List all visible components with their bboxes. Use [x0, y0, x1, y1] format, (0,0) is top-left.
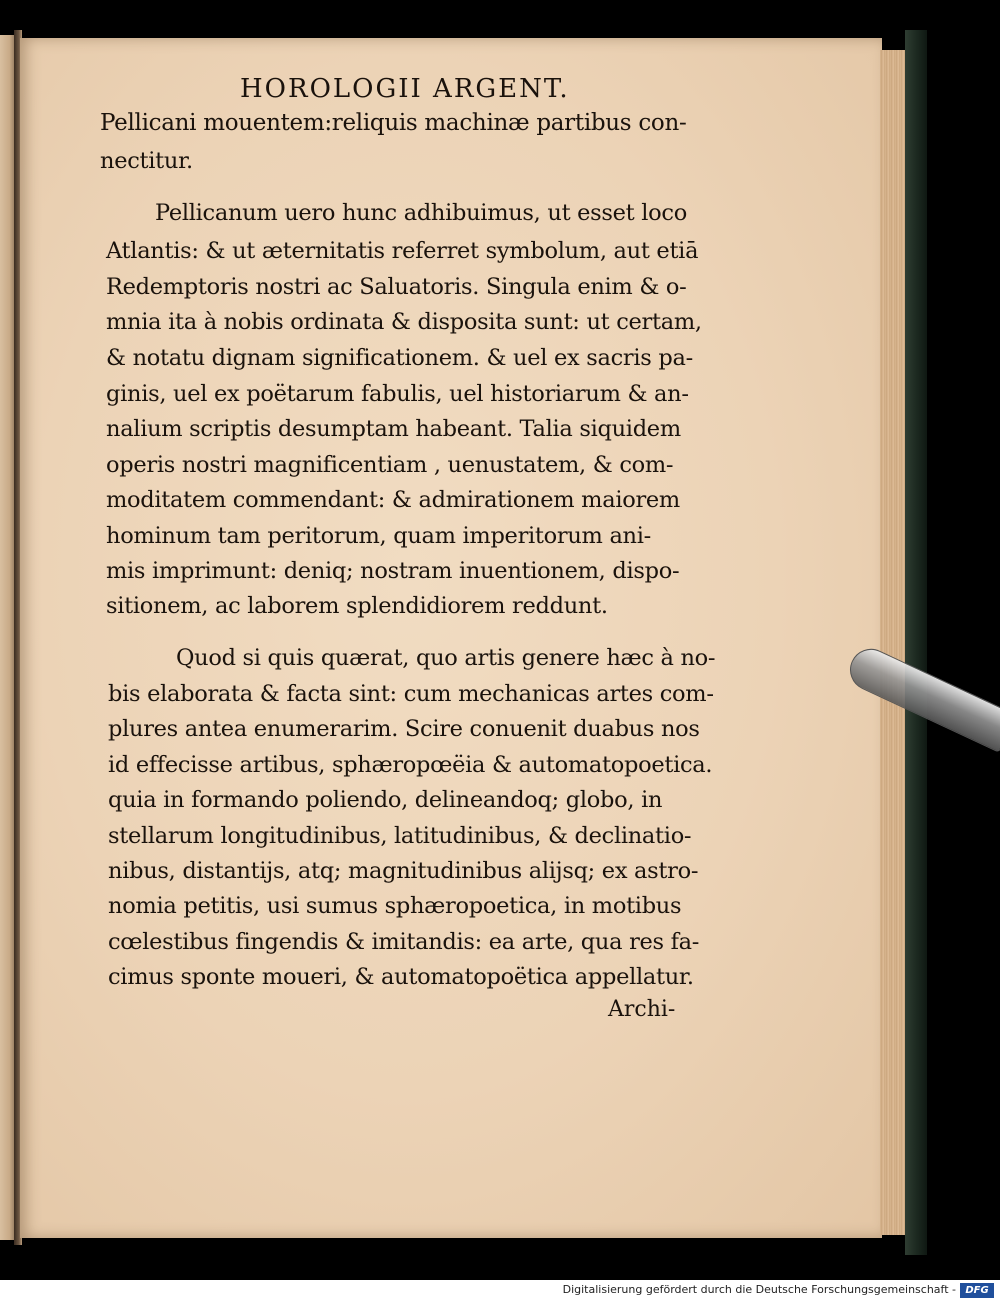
- text-line: Pellicanum uero hunc adhibuimus, ut esset loco: [155, 200, 687, 226]
- text-line: id effecisse artibus, sphæropœëia & automatopoetica.: [108, 752, 713, 778]
- text-line: bis elaborata & facta sint: cum mechanicas artes com-: [108, 681, 714, 707]
- text-line: Atlantis: & ut æternitatis referret symbolum, aut etiā: [106, 238, 699, 264]
- running-head: HOROLOGII ARGENT.: [240, 74, 570, 104]
- text-line: stellarum longitudinibus, latitudinibus, & declinatio-: [108, 823, 692, 849]
- text-line: Pellicani mouentem:reliquis machinæ partibus con-: [100, 110, 687, 136]
- text-line: nomia petitis, usi sumus sphæropoetica, in motibus: [108, 893, 682, 919]
- text-line: Quod si quis quærat, quo artis genere hæc à no-: [176, 645, 716, 671]
- text-line: hominum tam peritorum, quam imperitorum ani-: [106, 523, 651, 549]
- text-line: mis imprimunt: deniq; nostram inuentionem, dispo-: [106, 558, 680, 584]
- text-line: moditatem commendant: & admirationem maiorem: [106, 487, 680, 513]
- text-line: Redemptoris nostri ac Saluatoris. Singula enim & o-: [106, 274, 687, 300]
- text-line: operis nostri magnificentiam , uenustatem, & com-: [106, 452, 674, 478]
- dfg-logo: DFG: [960, 1283, 994, 1298]
- catchword: Archi-: [608, 997, 676, 1022]
- text-line: nalium scriptis desumptam habeant. Talia siquidem: [106, 416, 681, 442]
- text-line: nectitur.: [100, 148, 193, 174]
- book-cover-edge: [905, 30, 927, 1255]
- text-line: nibus, distantijs, atq; magnitudinibus alijsq; ex astro-: [108, 858, 699, 884]
- text-line: ginis, uel ex poëtarum fabulis, uel historiarum & an-: [106, 381, 689, 407]
- funding-note: Digitalisierung gefördert durch die Deutsche Forschungsgemeinschaft -: [562, 1283, 956, 1296]
- text-line: cœlestibus fingendis & imitandis: ea arte, qua res fa-: [108, 929, 700, 955]
- text-line: sitionem, ac laborem splendidiorem reddunt.: [106, 593, 608, 619]
- text-line: & notatu dignam significationem. & uel ex sacris pa-: [106, 345, 693, 371]
- text-line: plures antea enumerarim. Scire conuenit duabus nos: [108, 716, 700, 742]
- text-line: quia in formando poliendo, delineandoq; globo, in: [108, 787, 663, 813]
- footer-bar: [0, 1280, 1000, 1302]
- text-line: mnia ita à nobis ordinata & disposita sunt: ut certam,: [106, 309, 702, 335]
- text-line: cimus sponte moueri, & automatopoëtica appellatur.: [108, 964, 694, 990]
